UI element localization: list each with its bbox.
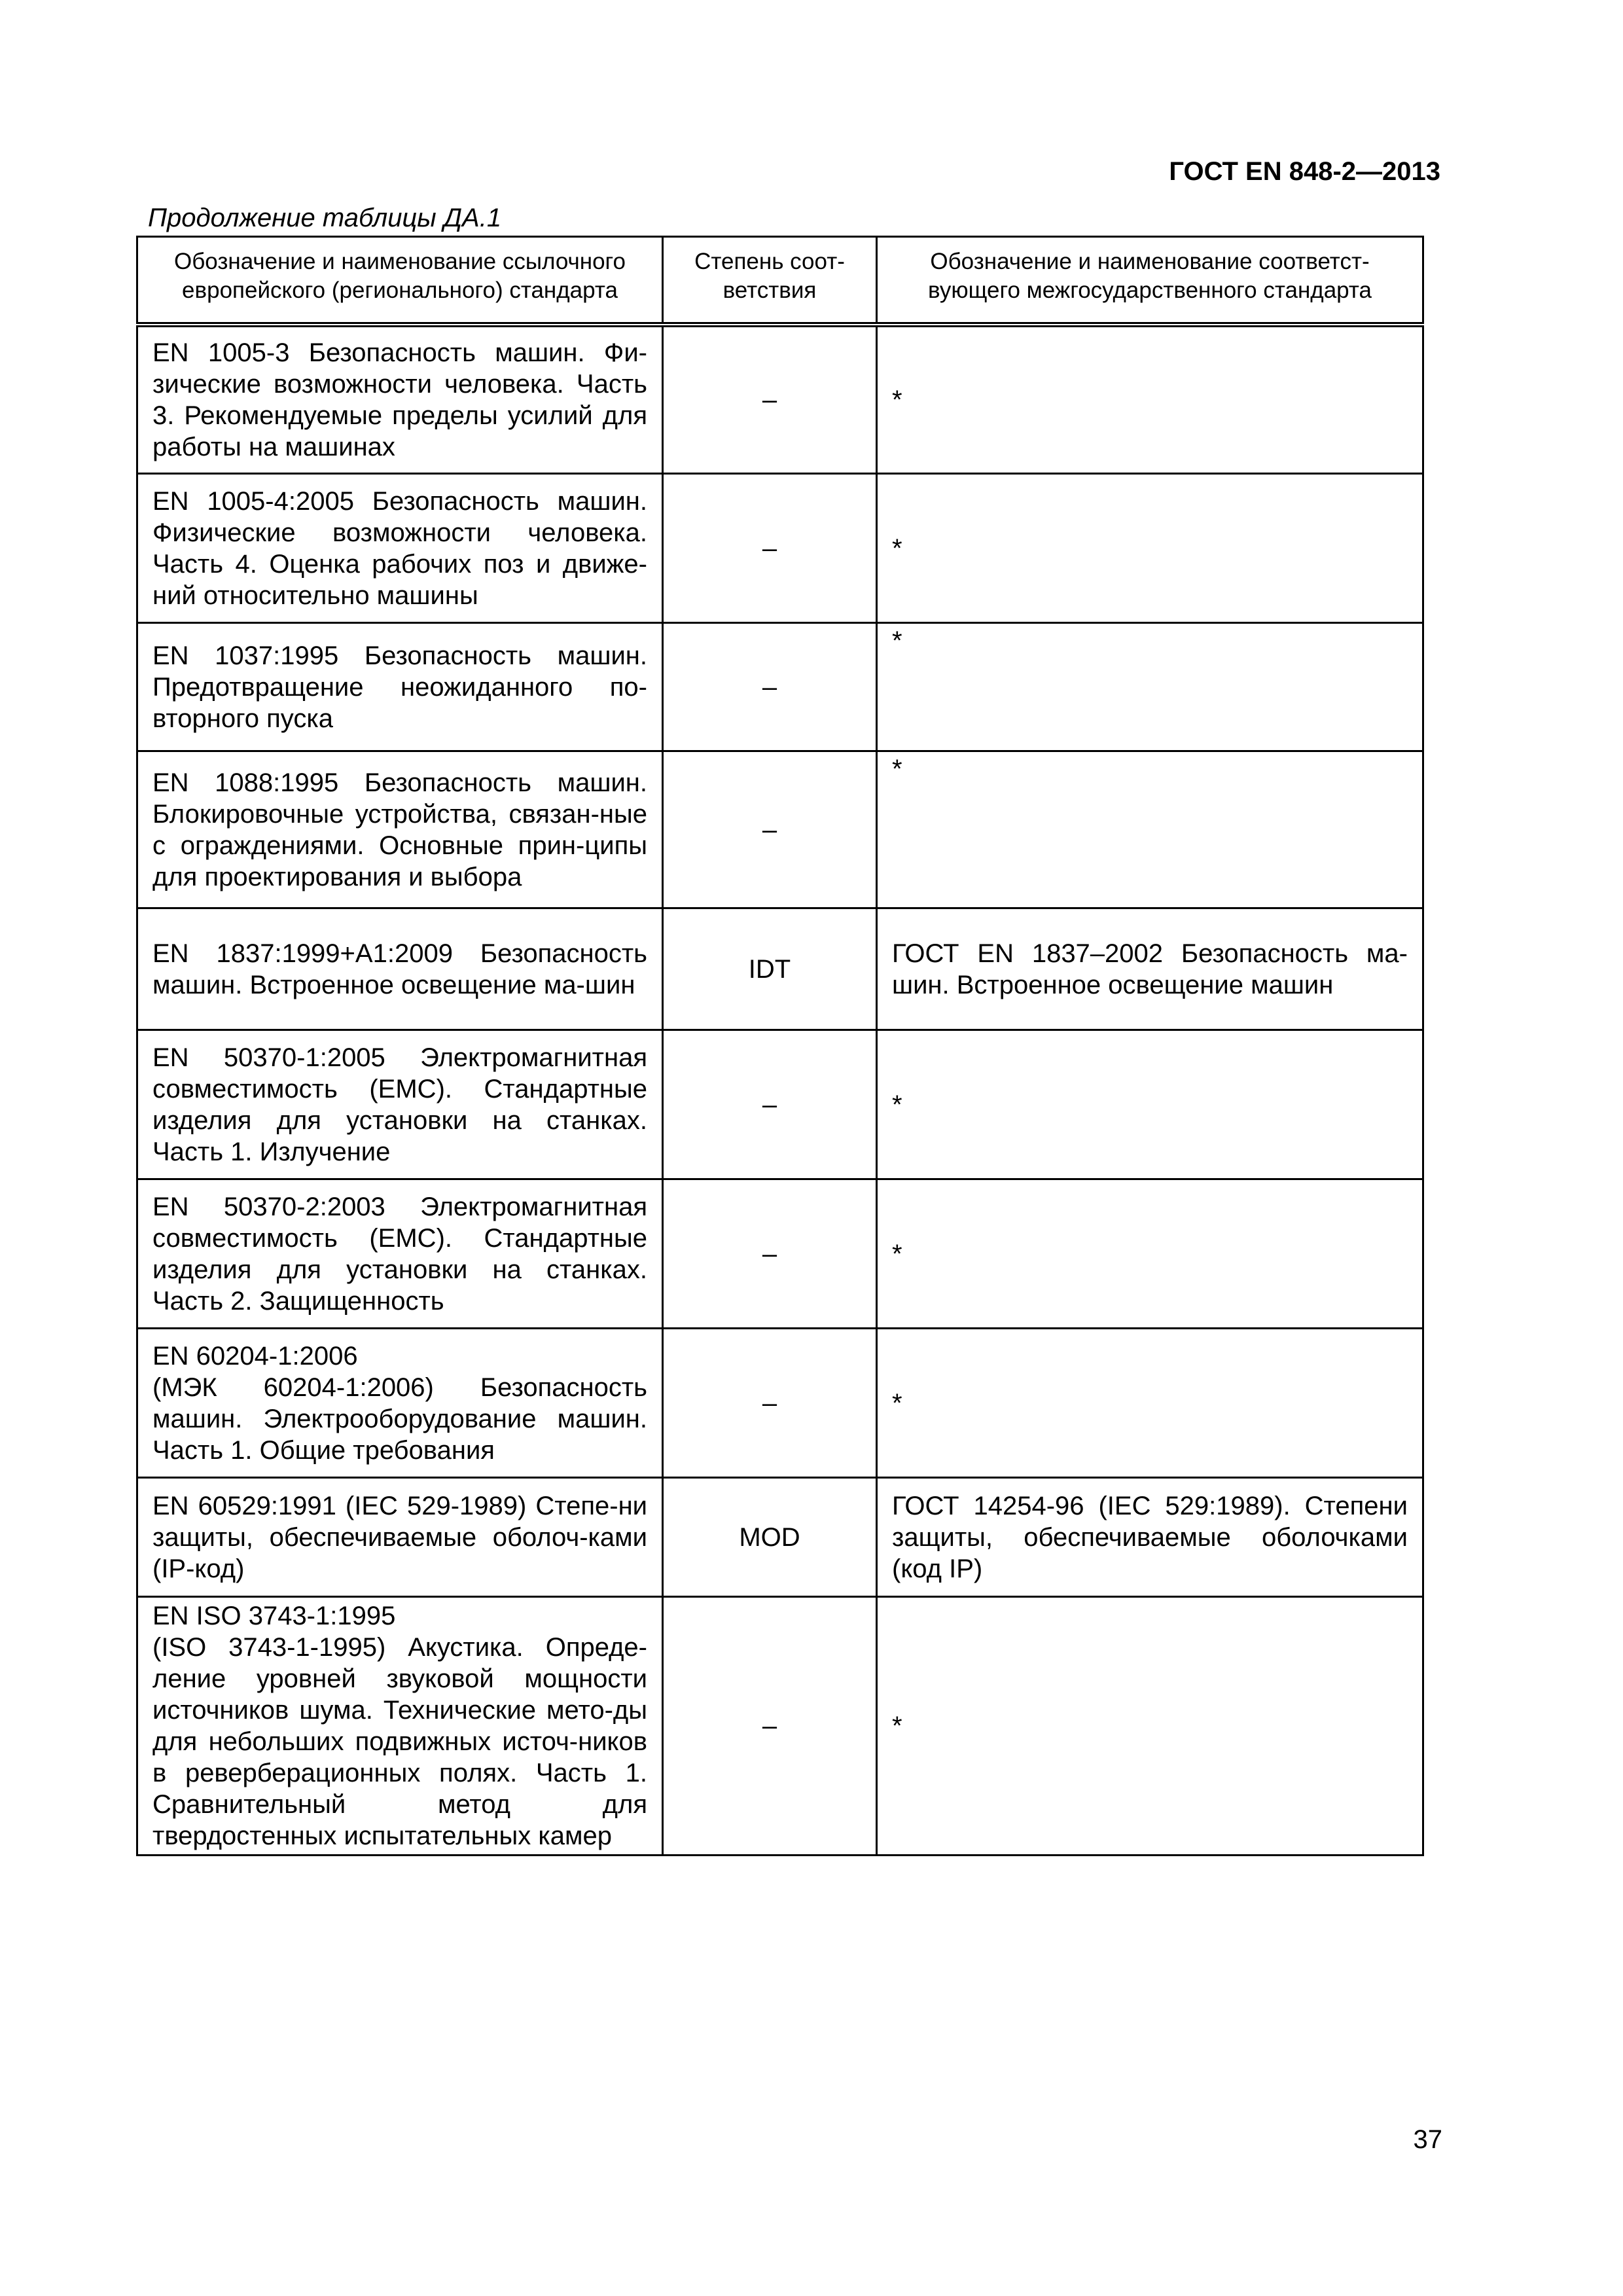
- degree-cell: –: [663, 1329, 877, 1478]
- gost-value: *: [892, 626, 902, 655]
- document-code: ГОСТ EN 848-2—2013: [1169, 157, 1440, 186]
- gost-cell: [877, 1179, 1423, 1329]
- gost-value: *: [892, 755, 902, 783]
- gost-cell: [877, 1030, 1423, 1179]
- standard-cell: EN 50370-2:2003 Электромагнитная совместимость (EMC). Стандартные изделия для установки на станках. Часть 2. Защищенность: [137, 1179, 663, 1329]
- table-row: [137, 623, 1423, 751]
- gost-cell: [877, 623, 1423, 751]
- degree-cell: –: [663, 751, 877, 908]
- standard-code: EN ISO 3743-1:1995: [152, 1602, 396, 1630]
- standard-cell: EN 1005-3 Безопасность машин. Фи-зические возможности человека. Часть 3. Рекомендуемые пределы усилий для работы на машинах: [137, 325, 663, 474]
- gost-cell: [877, 1597, 1423, 1856]
- degree-cell: –: [663, 474, 877, 623]
- degree-cell: MOD: [663, 1478, 877, 1597]
- table-caption: Продолжение таблицы ДА.1: [148, 204, 502, 232]
- gost-value: *: [892, 1239, 902, 1268]
- gost-value: *: [892, 1712, 902, 1740]
- standard-cell: EN 1005-4:2005 Безопасность машин. Физические возможности человека. Часть 4. Оценка рабочих поз и движе-ний относительно машины: [137, 474, 663, 623]
- column-header-standard: Обозначение и наименование ссылочного европейского (регионального) стандарта: [137, 237, 663, 325]
- degree-cell: IDT: [663, 908, 877, 1030]
- gost-cell: ГОСТ EN 1837–2002 Безопасность ма-шин. Встроенное освещение машин: [877, 908, 1423, 1030]
- gost-value: *: [892, 533, 902, 563]
- table-row: [137, 474, 1423, 623]
- table-row: [137, 751, 1423, 908]
- gost-cell: [877, 1329, 1423, 1478]
- standard-cell: EN 60529:1991 (IEC 529-1989) Степе-ни защиты, обеспечиваемые оболоч-ками (IP-код): [137, 1478, 663, 1597]
- degree-cell: –: [663, 1597, 877, 1856]
- standard-cell: EN 1088:1995 Безопасность машин. Блокировочные устройства, связан-ные с ограждениями. Основные прин-ципы для проектирования и выбора: [137, 751, 663, 908]
- standard-title: (МЭК 60204-1:2006) Безопасность машин. Электрооборудование машин. Часть 1. Общие требования: [152, 1372, 647, 1465]
- degree-cell: –: [663, 623, 877, 751]
- standard-cell: [137, 1597, 663, 1856]
- table-row: [137, 1030, 1423, 1179]
- standard-cell: EN 1837:1999+A1:2009 Безопасность машин. Встроенное освещение ма-шин: [137, 908, 663, 1030]
- column-header-gost: Обозначение и наименование соответст-вующего межгосударственного стандарта: [877, 237, 1423, 325]
- gost-cell: [877, 325, 1423, 474]
- degree-cell: –: [663, 325, 877, 474]
- gost-cell: [877, 474, 1423, 623]
- gost-cell: [877, 751, 1423, 908]
- table-row: [137, 1597, 1423, 1856]
- table-row: [137, 908, 1423, 1030]
- gost-value: *: [892, 1090, 902, 1119]
- column-header-degree: Степень соот-ветствия: [663, 237, 877, 325]
- degree-cell: –: [663, 1030, 877, 1179]
- gost-cell: ГОСТ 14254-96 (IEC 529:1989). Степени защиты, обеспечиваемые оболочками (код IP): [877, 1478, 1423, 1597]
- standard-cell: [137, 1329, 663, 1478]
- standard-title: (ISO 3743-1-1995) Акустика. Опреде-ление уровней звуковой мощности источников шума. Технические мето-ды для небольших подвижных источ-ников в реверберационных полях. Часть 1. Сравнительный метод для твердостенных испытательных камер: [152, 1633, 647, 1850]
- degree-cell: –: [663, 1179, 877, 1329]
- standard-code: EN 60204-1:2006: [152, 1341, 358, 1371]
- standard-cell: EN 1037:1995 Безопасность машин. Предотвращение неожиданного по-вторного пуска: [137, 623, 663, 751]
- reference-standards-table: [136, 236, 1424, 1856]
- standard-cell: EN 50370-1:2005 Электромагнитная совместимость (EMC). Стандартные изделия для установки на станках. Часть 1. Излучение: [137, 1030, 663, 1179]
- gost-value: *: [892, 385, 902, 414]
- table-row: [137, 1478, 1423, 1597]
- table-header-row: [137, 237, 1423, 325]
- gost-value: *: [892, 1388, 902, 1418]
- table-row: [137, 1329, 1423, 1478]
- table-row: [137, 1179, 1423, 1329]
- page-number: 37: [1413, 2125, 1442, 2154]
- table-row: [137, 325, 1423, 474]
